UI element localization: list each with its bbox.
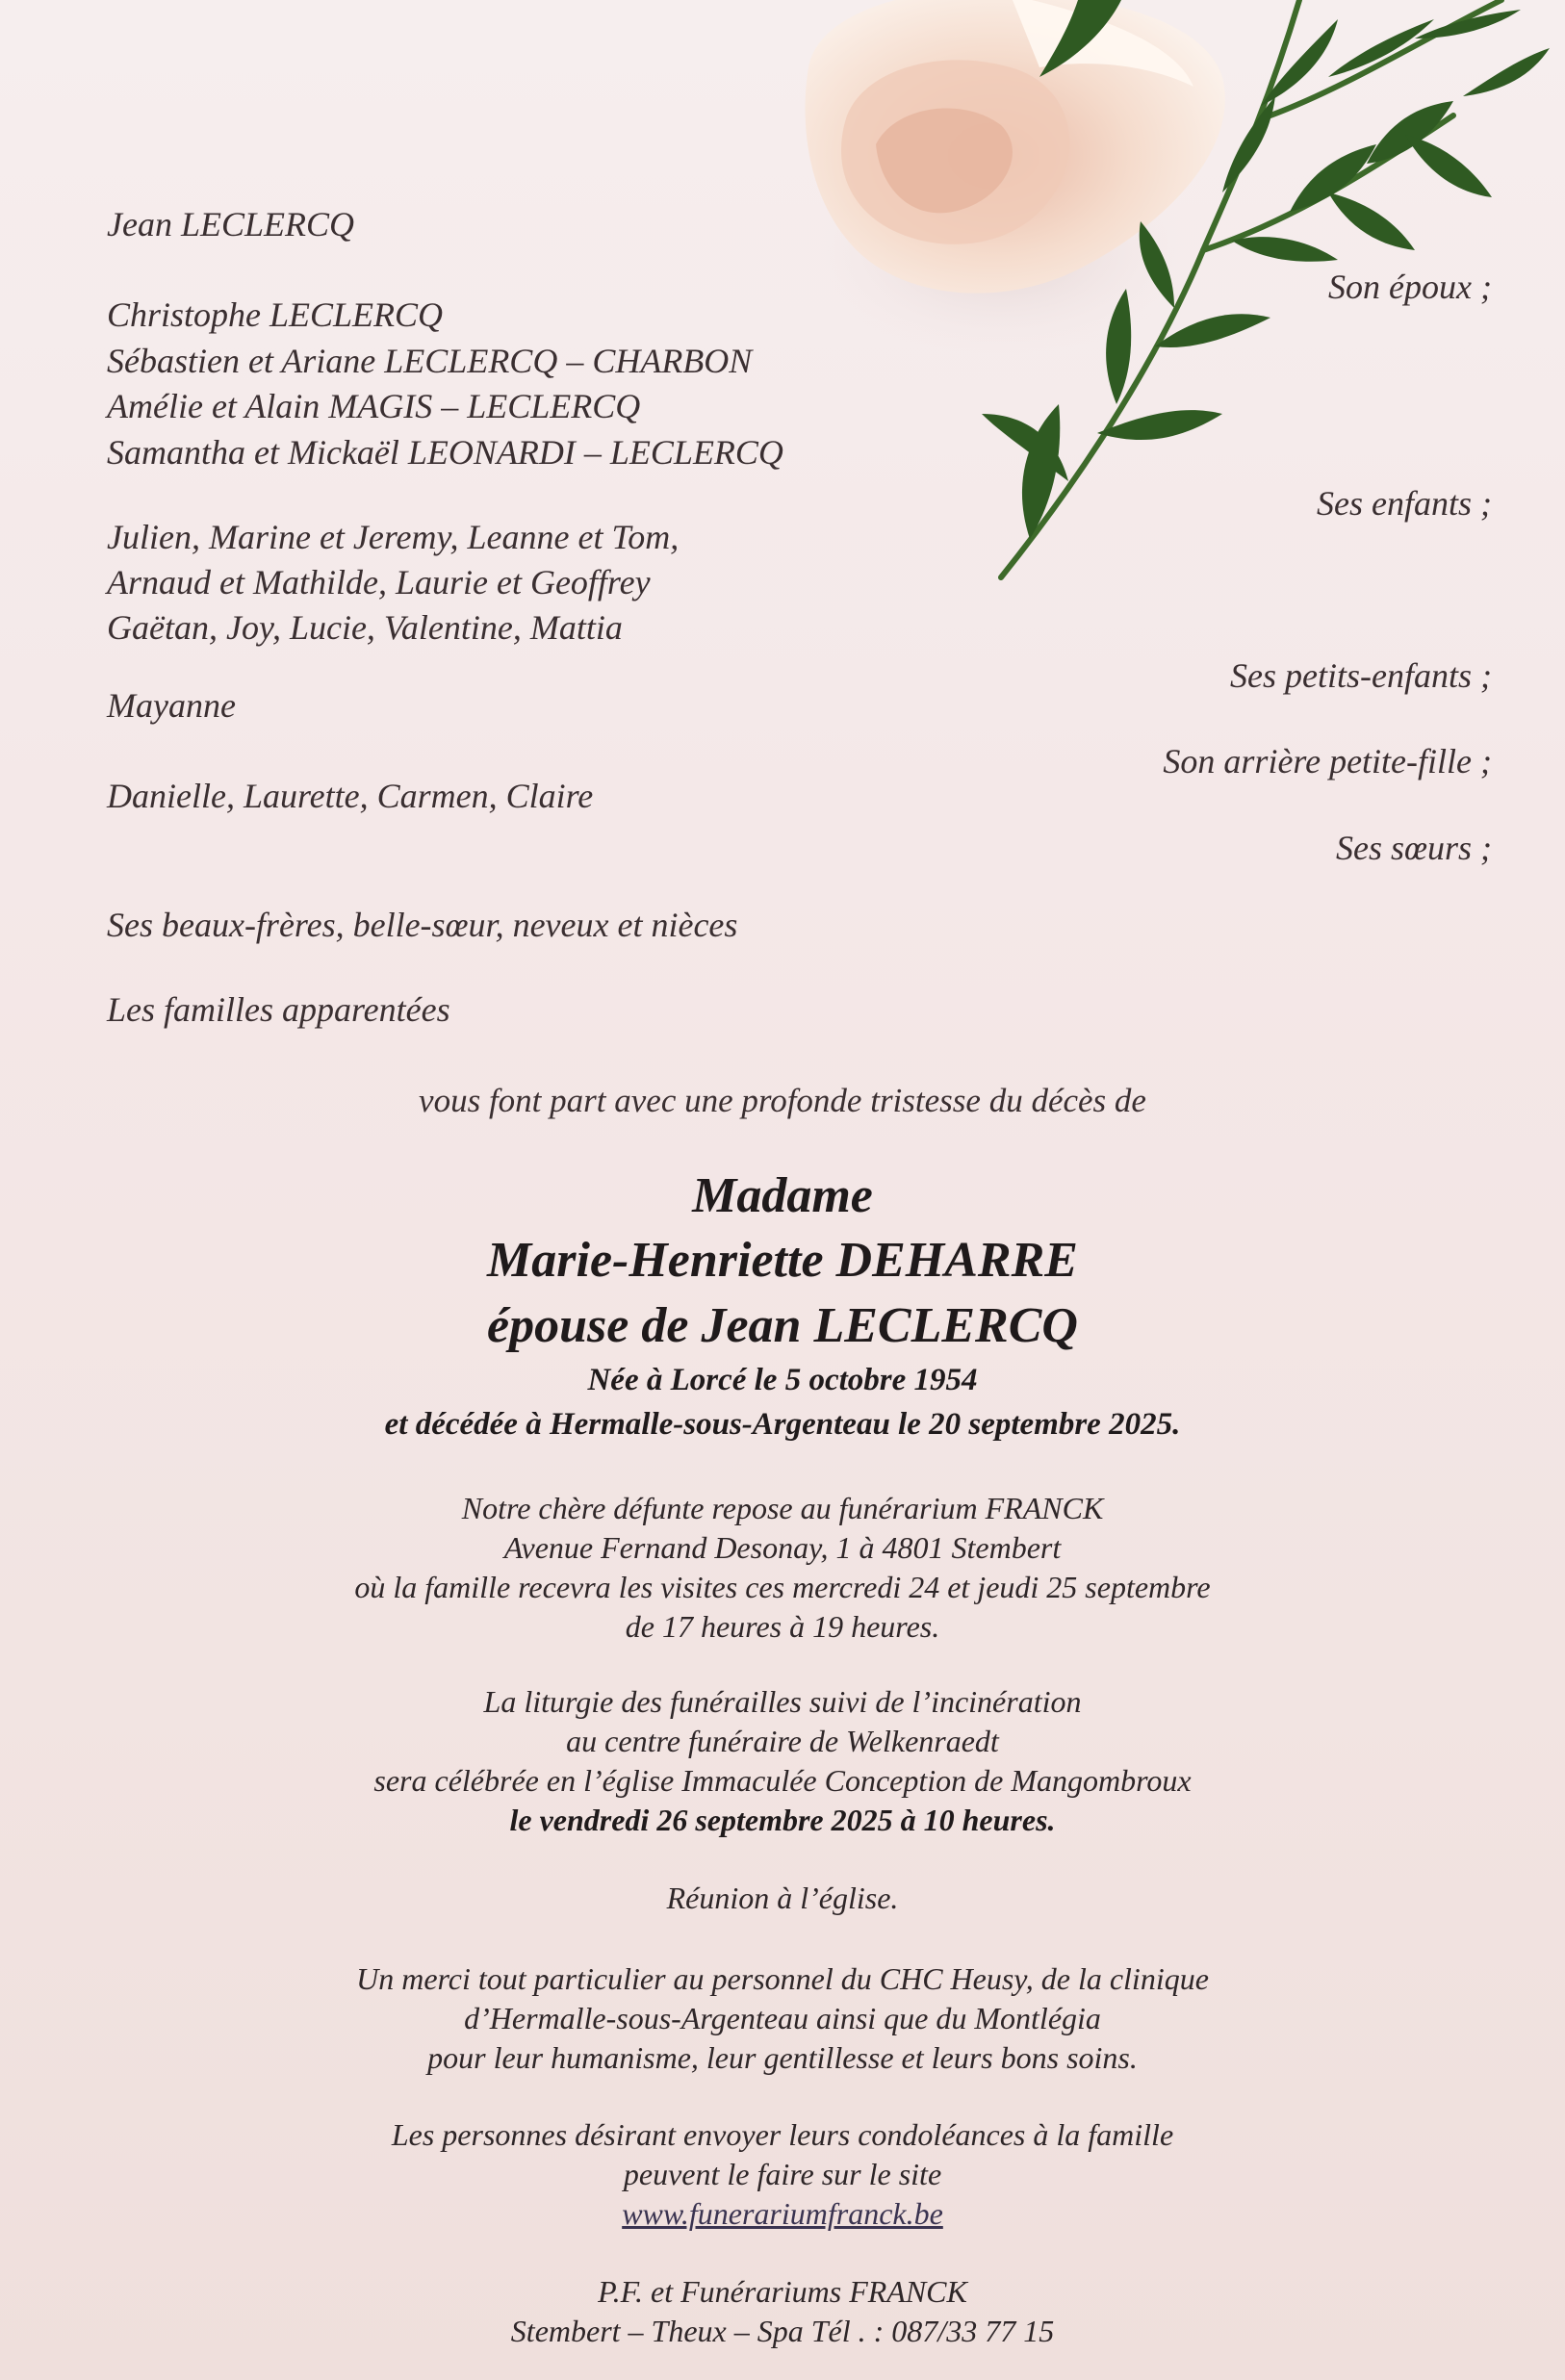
visitation-line: où la famille recevra les visites ces mercredi 24 et jeudi 25 septembre	[354, 1570, 1211, 1604]
death-line: et décédée à Hermalle-sous-Argenteau le 20 septembre 2025.	[384, 1407, 1181, 1442]
visitation-line: Avenue Fernand Desonay, 1 à 4801 Stembert	[503, 1530, 1062, 1565]
thanks-block	[0, 1959, 1565, 2078]
child-name: Amélie et Alain MAGIS – LECLERCQ	[107, 387, 641, 425]
grandchildren-line: Julien, Marine et Jeremy, Leanne et Tom,	[107, 518, 680, 556]
liturgy-block	[0, 1682, 1565, 1840]
visitation-line: Notre chère défunte repose au funérarium FRANCK	[461, 1491, 1104, 1525]
relation-great-granddaughter: Son arrière petite-fille ;	[1163, 742, 1492, 781]
reunion-text: Réunion à l’église.	[666, 1881, 899, 1915]
great-granddaughter-name: Mayanne	[107, 686, 236, 725]
condolences-line: Les personnes désirant envoyer leurs condoléances à la famille	[391, 2117, 1174, 2152]
deceased-name: Marie-Henriette DEHARRE	[487, 1233, 1078, 1288]
thanks-line: pour leur humanisme, leur gentillesse et leurs bons soins.	[427, 2040, 1138, 2075]
related-families-line: Les familles apparentées	[107, 990, 450, 1029]
birth-line: Née à Lorcé le 5 octobre 1954	[587, 1363, 978, 1397]
relation-spouse: Son époux ;	[1328, 268, 1492, 306]
condolences-line: peuvent le faire sur le site	[623, 2157, 942, 2191]
deceased-spouse-of: épouse de Jean LECLERCQ	[487, 1298, 1078, 1353]
relation-sisters: Ses sœurs ;	[1335, 829, 1492, 867]
visitation-line: de 17 heures à 19 heures.	[625, 1609, 940, 1644]
spouse-name: Jean LECLERCQ	[107, 205, 354, 243]
grandchildren-line: Gaëtan, Joy, Lucie, Valentine, Mattia	[107, 608, 623, 647]
child-name: Christophe LECLERCQ	[107, 295, 444, 334]
grandchildren-line: Arnaud et Mathilde, Laurie et Geoffrey	[107, 563, 651, 601]
thanks-line: d’Hermalle-sous-Argenteau ainsi que du Montlégia	[464, 2001, 1101, 2035]
thanks-line: Un merci tout particulier au personnel du CHC Heusy, de la clinique	[356, 1961, 1209, 1996]
in-laws-line: Ses beaux-frères, belle-sœur, neveux et nièces	[107, 906, 738, 944]
website-link[interactable]: www.funerariumfranck.be	[622, 2196, 943, 2231]
sisters-names: Danielle, Laurette, Carmen, Claire	[107, 777, 594, 815]
child-name: Sébastien et Ariane LECLERCQ – CHARBON	[107, 342, 753, 380]
announcement-text: vous font part avec une profonde tristesse du décès de	[419, 1082, 1146, 1119]
relation-children: Ses enfants ;	[1317, 484, 1492, 523]
liturgy-line: sera célébrée en l’église Immaculée Conception de Mangombroux	[373, 1763, 1192, 1798]
deceased-title: Madame	[692, 1168, 873, 1223]
funeral-home-contact: Stembert – Theux – Spa Tél . : 087/33 77 15	[510, 2314, 1055, 2348]
relation-grandchildren: Ses petits-enfants ;	[1230, 656, 1492, 695]
liturgy-date: le vendredi 26 septembre 2025 à 10 heures.	[509, 1803, 1056, 1837]
child-name: Samantha et Mickaël LEONARDI – LECLERCQ	[107, 433, 783, 472]
condolences-block	[0, 2115, 1565, 2234]
footer-block	[0, 2272, 1565, 2351]
visitation-block	[0, 1489, 1565, 1647]
liturgy-line: La liturgie des funérailles suivi de l’incinération	[483, 1684, 1082, 1719]
liturgy-line: au centre funéraire de Welkenraedt	[566, 1724, 999, 1758]
funeral-home-name: P.F. et Funérariums FRANCK	[598, 2274, 967, 2309]
